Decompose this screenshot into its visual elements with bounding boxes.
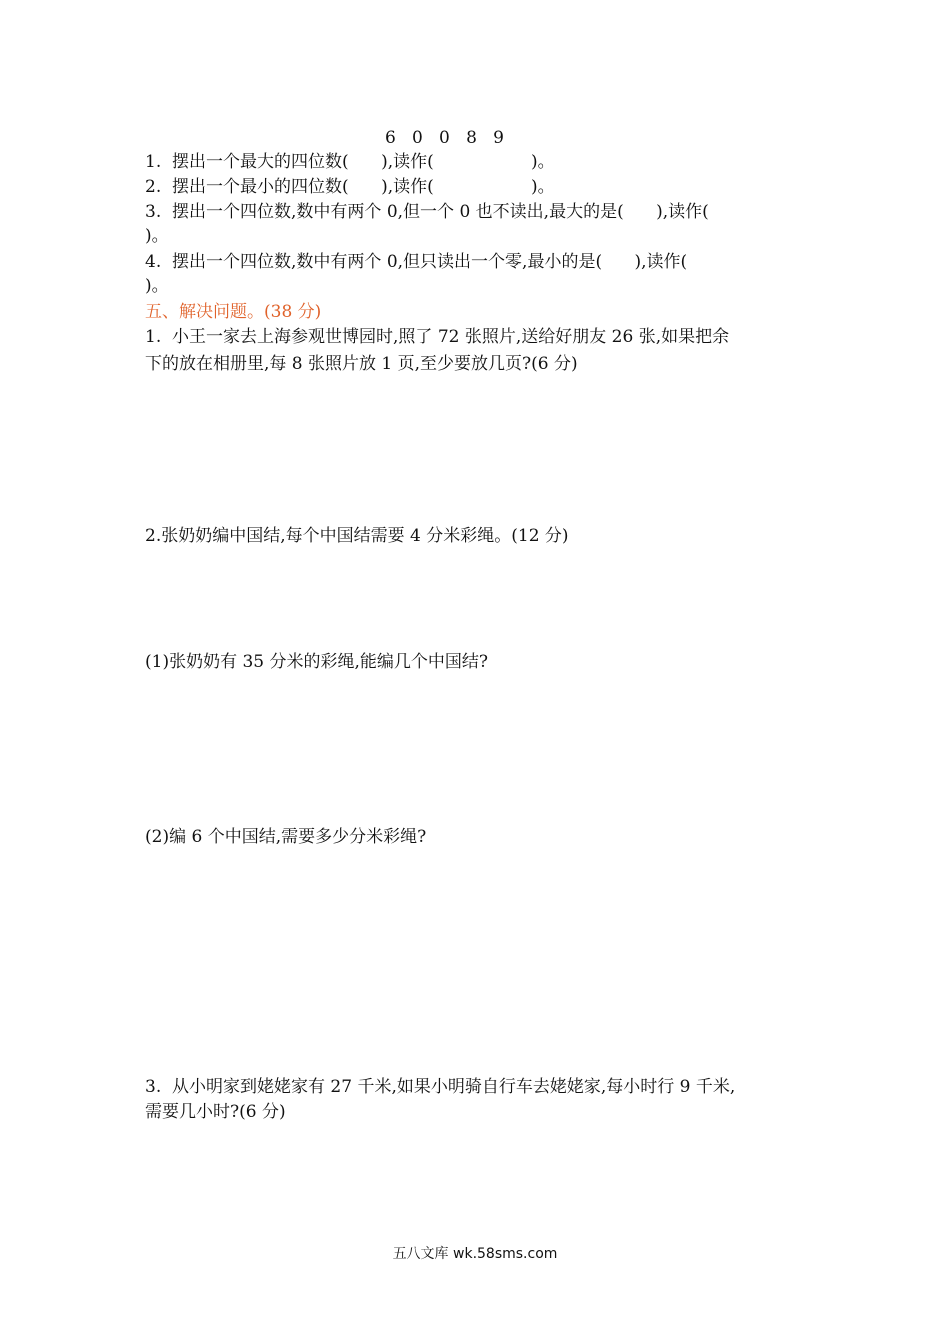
- question-4-4-line1: 4. 摆出一个四位数,数中有两个 0,但只读出一个零,最小的是( ),读作(: [145, 252, 688, 272]
- page-footer: 五八文库 wk.58sms.com: [392, 1246, 558, 1262]
- problem-2-intro: 2.张奶奶编中国结,每个中国结需要 4 分米彩绳。(12 分): [145, 526, 569, 546]
- question-4-2: 2. 摆出一个最小的四位数( ),读作( )。: [145, 177, 555, 197]
- question-4-3-line1: 3. 摆出一个四位数,数中有两个 0,但一个 0 也不读出,最大的是( ),读作(: [145, 202, 709, 222]
- problem-3-line2: 需要几小时?(6 分): [145, 1102, 286, 1122]
- problem-3-line1: 3. 从小明家到姥姥家有 27 千米,如果小明骑自行车去姥姥家,每小时行 9 千米,: [145, 1077, 736, 1097]
- digit-cards: 6 0 0 8 9: [385, 128, 504, 148]
- question-4-4-line2: )。: [145, 276, 169, 296]
- question-4-3-line2: )。: [145, 226, 169, 246]
- question-4-1: 1. 摆出一个最大的四位数( ),读作( )。: [145, 152, 555, 172]
- problem-2-sub1: (1)张奶奶有 35 分米的彩绳,能编几个中国结?: [145, 652, 489, 672]
- problem-2-sub2: (2)编 6 个中国结,需要多少分米彩绳?: [145, 827, 427, 847]
- problem-1-line2: 下的放在相册里,每 8 张照片放 1 页,至少要放几页?(6 分): [145, 354, 578, 374]
- section-5-heading: 五、解决问题。(38 分): [145, 302, 322, 322]
- problem-1-line1: 1. 小王一家去上海参观世博园时,照了 72 张照片,送给好朋友 26 张,如果把余: [145, 327, 730, 347]
